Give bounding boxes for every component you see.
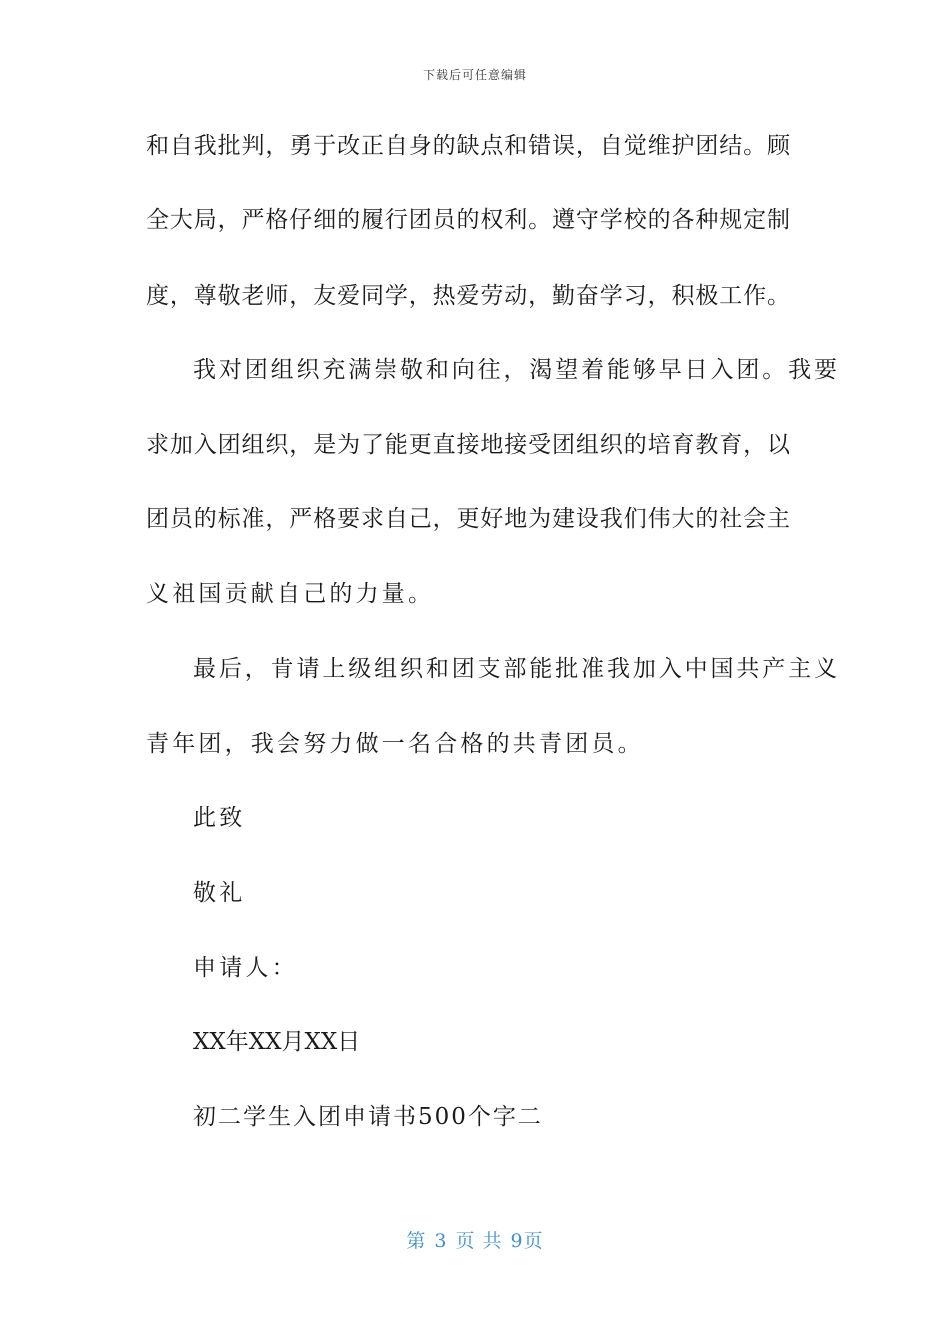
page-header: 下载后可任意编辑 <box>422 68 527 82</box>
total-pages: 9页 <box>510 1230 544 1252</box>
section-title-line: 初二学生入团申请书500个字二 <box>193 1104 543 1130</box>
body-line-6: 团员的标准，严格要求自己，更好地为建设我们伟大的社会主 <box>146 506 790 532</box>
page-label-mid: 页 共 <box>455 1230 503 1252</box>
body-line-5: 求加入团组织，是为了能更直接地接受团组织的培育教育，以 <box>146 432 790 458</box>
body-line-2: 全大局，严格仔细的履行团员的权利。遵守学校的各种规定制 <box>146 207 790 233</box>
salutation-line: 此致 <box>193 805 246 831</box>
body-line-1: 和自我批判，勇于改正自身的缺点和错误，自觉维护团结。顾 <box>146 133 790 159</box>
current-page-number: 3 <box>434 1230 448 1252</box>
body-line-3: 度，尊敬老师，友爱同学，热爱劳动，勤奋学习，积极工作。 <box>146 283 790 309</box>
page-label-prefix: 第 <box>406 1230 427 1252</box>
body-line-9: 青年团，我会努力做一名合格的共青团员。 <box>146 731 644 757</box>
body-line-8: 最后，肯请上级组织和团支部能批准我加入中国共产主义 <box>193 656 837 682</box>
applicant-line: 申请人： <box>193 955 298 981</box>
body-line-7: 义祖国贡献自己的力量。 <box>146 581 435 607</box>
regards-line: 敬礼 <box>193 880 246 906</box>
page-footer <box>0 1226 950 1253</box>
body-line-4: 我对团组织充满崇敬和向往，渴望着能够早日入团。我要 <box>193 357 837 383</box>
date-line: XX年XX月XX日 <box>193 1029 361 1055</box>
